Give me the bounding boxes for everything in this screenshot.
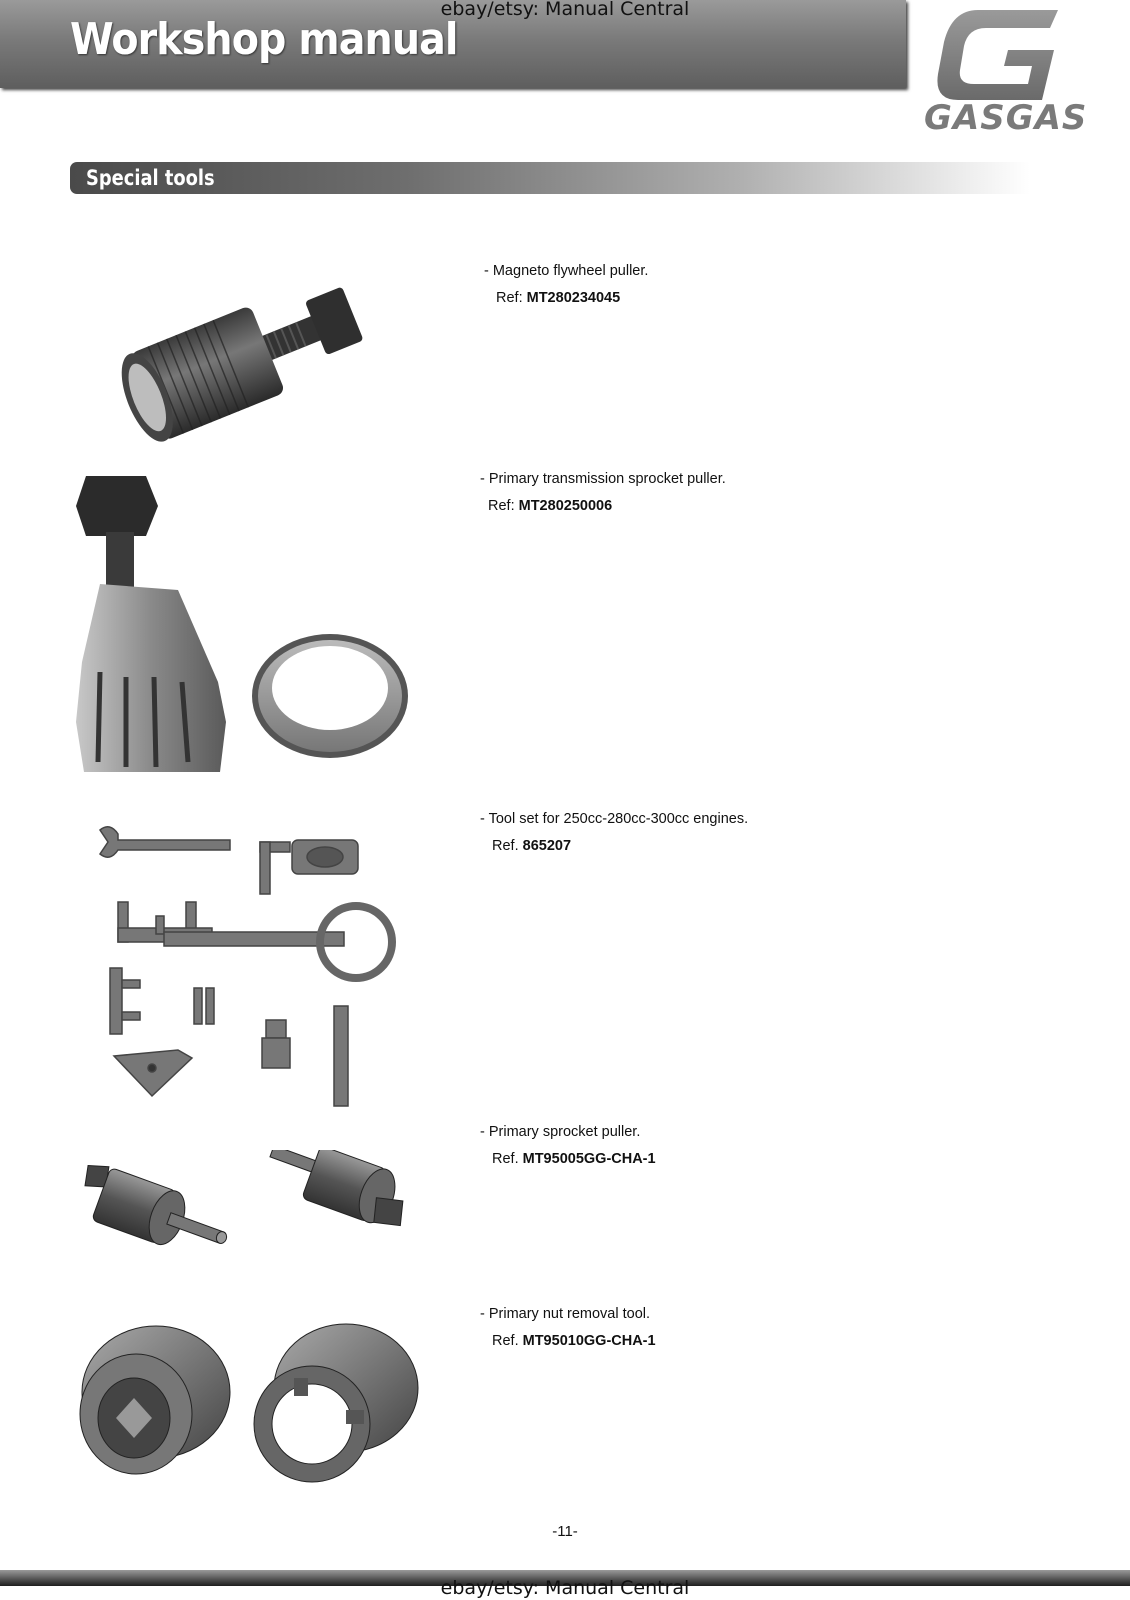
tool-description: - Magneto flywheel puller. (484, 263, 649, 279)
tool-item (480, 1119, 656, 1173)
watermark-top: ebay/etsy: Manual Central (440, 0, 690, 20)
tool-item (480, 806, 748, 860)
tool-description: - Primary sprocket puller. (480, 1124, 641, 1140)
section-title: Special tools (86, 166, 215, 190)
tool-description: - Primary transmission sprocket puller. (480, 471, 726, 487)
tool-ref (480, 833, 748, 860)
tool-description: - Tool set for 250cc-280cc-300cc engines. (480, 811, 749, 827)
ref-code: MT280234045 (526, 290, 621, 306)
ref-label: Ref. (492, 1333, 519, 1349)
tool-ref (480, 1328, 656, 1355)
ref-label: Ref. (492, 838, 519, 854)
tool-item (480, 1301, 656, 1355)
tool-ref (480, 1146, 656, 1173)
tool-description: - Primary nut removal tool. (480, 1306, 651, 1322)
transmission-sprocket-puller-image (70, 472, 430, 792)
tool-ref (484, 285, 648, 312)
tool-item (480, 466, 726, 520)
ref-code: MT95010GG-CHA-1 (522, 1333, 656, 1349)
ref-code: MT280250006 (518, 498, 613, 514)
tool-item (484, 258, 648, 312)
ref-code: MT95005GG-CHA-1 (522, 1151, 656, 1167)
watermark-bottom: ebay/etsy: Manual Central (440, 1577, 690, 1599)
ref-code: 865207 (522, 838, 572, 854)
brand-name: GASGAS (924, 98, 1088, 138)
flywheel-puller-image (110, 268, 370, 453)
ref-label: Ref. (492, 1151, 519, 1167)
tool-ref (480, 493, 726, 520)
ref-label: Ref: (496, 290, 523, 306)
ref-label: Ref: (488, 498, 515, 514)
nut-removal-tool-image (76, 1318, 426, 1498)
page-title: Workshop manual (70, 14, 458, 65)
engine-tool-set-image (96, 820, 406, 1115)
page-number: -11- (552, 1523, 578, 1540)
primary-sprocket-puller-image (70, 1150, 420, 1270)
